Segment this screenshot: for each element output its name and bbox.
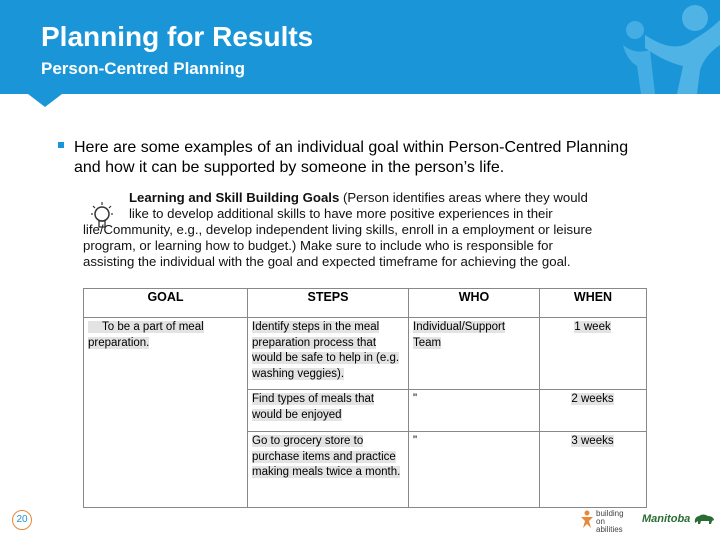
header-pointer (28, 94, 62, 107)
who-cell (409, 432, 540, 508)
who-cell (409, 390, 540, 432)
logo-building-line1: building (596, 509, 624, 518)
goal-cell (84, 318, 248, 508)
people-logo-icon (580, 510, 594, 528)
intro-line-1-rest: (Person identifies areas where they would (342, 190, 588, 205)
when-cell (540, 432, 647, 508)
table-header-row (84, 289, 647, 318)
header-banner (0, 0, 720, 94)
step-cell (248, 390, 409, 432)
intro-heading: Learning and Skill Building Goals (129, 190, 340, 205)
manitoba-logo (642, 513, 715, 525)
bullet-text: Here are some examples of an individual goal within Person-Centred Planning and how it can be supported by someone in the person’s life. (74, 139, 629, 176)
logo-building-line3: abilities (596, 525, 623, 534)
when-text: 3 weeks (571, 435, 614, 447)
header-when: WHEN (540, 289, 647, 318)
page-subtitle: Person-Centred Planning (41, 59, 246, 78)
intro-line-4: program, or learning how to budget.) Make sure to include who is responsible for (83, 238, 553, 253)
manitoba-text: Manitoba (642, 513, 691, 525)
step-text: Identify steps in the meal preparation process that would be safe to help in (e.g. washing veggies). (252, 321, 400, 380)
intro-line-5: assisting the individual with the goal and expected timeframe for achieving the goal. (83, 254, 571, 269)
bison-icon (693, 513, 715, 525)
when-cell (540, 390, 647, 432)
square-bullet-icon (58, 142, 64, 148)
who-cell (409, 318, 540, 390)
page-number: 20 (12, 510, 32, 530)
when-cell (540, 318, 647, 390)
intro-line-2: like to develop additional skills to have more positive experiences in their (129, 206, 553, 221)
header-goal: GOAL (84, 289, 248, 318)
who-text: " (413, 393, 418, 405)
who-text: " (413, 435, 418, 447)
when-text: 2 weeks (571, 393, 614, 405)
lightbulb-icon (89, 202, 115, 234)
page-title: Planning for Results (41, 21, 314, 52)
intro-line-1 (129, 190, 648, 206)
goal-text: To be a part of meal preparation. (88, 321, 204, 349)
step-cell (248, 432, 409, 508)
building-on-abilities-logo (580, 510, 624, 534)
bullet-point (58, 138, 658, 178)
logo-building-line2: on (596, 517, 605, 526)
people-figure-icon (605, 0, 720, 94)
goals-table (83, 288, 647, 508)
step-text: Go to grocery store to purchase items and practice making meals twice a month. (252, 435, 401, 478)
who-text: Individual/Support Team (413, 321, 506, 349)
header-steps: STEPS (248, 289, 409, 318)
header-who: WHO (409, 289, 540, 318)
step-text: Find types of meals that would be enjoyed (252, 393, 375, 421)
intro-line-3: life/Community, e.g., develop independent living skills, enroll in a employment or leisure (83, 222, 593, 237)
step-cell (248, 318, 409, 390)
when-text: 1 week (574, 321, 611, 333)
document-excerpt (83, 190, 648, 270)
table-row (84, 318, 647, 390)
